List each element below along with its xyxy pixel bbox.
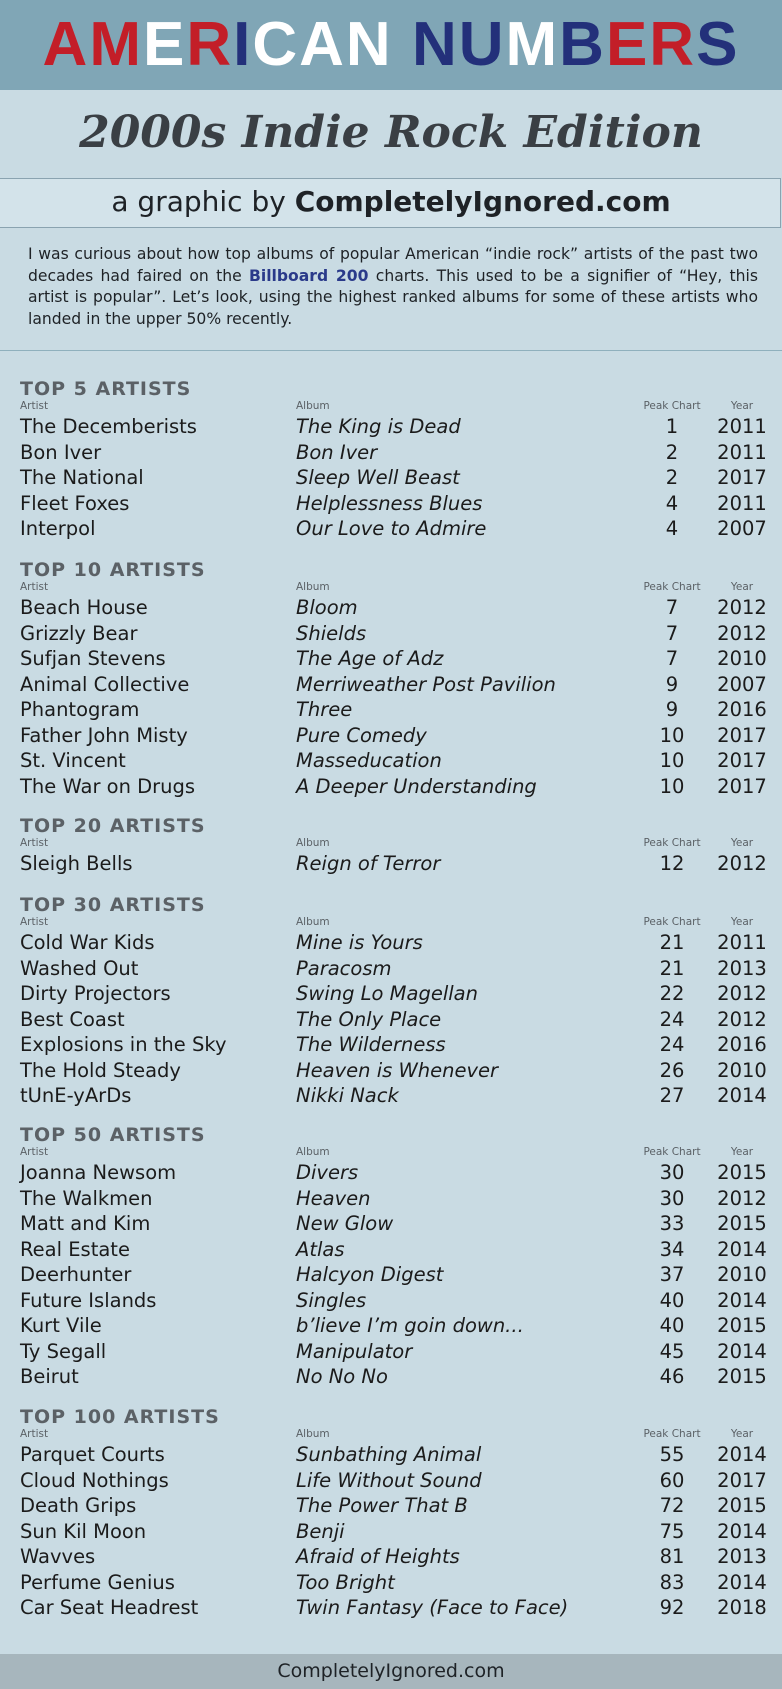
album-title: Heaven — [296, 1186, 371, 1210]
table-row — [20, 621, 770, 647]
table-row — [20, 851, 770, 877]
artist-name: Bon Iver — [20, 440, 102, 464]
title-letter — [393, 10, 412, 79]
artist-name: Explosions in the Sky — [20, 1033, 227, 1056]
column-header-album: Album — [296, 1428, 330, 1440]
artist-name: Ty Segall — [20, 1339, 107, 1363]
table-row — [20, 1544, 770, 1570]
peak-chart: 7 — [665, 596, 679, 619]
release-year: 2014 — [717, 1570, 767, 1594]
table-row — [20, 1186, 770, 1212]
artist-name: Best Coast — [20, 1007, 125, 1031]
peak-chart: 12 — [659, 852, 685, 875]
table-row — [20, 595, 770, 621]
intro-after: charts. This used to be a signifier of “Hey, this artist is popular”. Let’s look, using the highest ranked albums for some of these artists who landed in the upper 50% recently. — [28, 266, 758, 328]
peak-chart: 27 — [659, 1084, 685, 1107]
artist-name: Animal Collective — [20, 672, 190, 696]
byline-site: CompletelyIgnored.com — [294, 185, 671, 218]
album-title: Helplessness Blues — [296, 491, 483, 515]
artist-name: Wavves — [20, 1545, 96, 1568]
artist-name: tUnE-yArDs — [20, 1084, 132, 1107]
peak-chart: 72 — [659, 1494, 685, 1517]
title-letter: M — [505, 10, 560, 79]
artist-name: Perfume Genius — [20, 1570, 175, 1594]
table-row — [20, 1058, 770, 1084]
artist-name: The Hold Steady — [20, 1058, 181, 1082]
album-title: Mine is Yours — [296, 931, 423, 954]
peak-chart: 10 — [659, 749, 685, 772]
chart-section — [20, 1124, 770, 1390]
release-year: 2012 — [717, 596, 767, 619]
release-year: 2017 — [717, 466, 767, 489]
album-title: The Age of Adz — [296, 647, 444, 670]
peak-chart: 24 — [659, 1033, 685, 1056]
release-year: 2007 — [717, 672, 767, 696]
artist-name: Cloud Nothings — [20, 1468, 169, 1492]
album-title: Merriweather Post Pavilion — [296, 672, 556, 696]
artist-name: Cold War Kids — [20, 931, 155, 954]
album-title: Sunbathing Animal — [296, 1443, 482, 1466]
peak-chart: 21 — [659, 931, 685, 954]
release-year: 2012 — [717, 1007, 767, 1031]
artist-name: Grizzly Bear — [20, 621, 138, 645]
artist-name: Joanna Newsom — [20, 1161, 177, 1184]
table-row — [20, 1262, 770, 1288]
album-title: Too Bright — [296, 1570, 395, 1594]
album-title: Pure Comedy — [296, 723, 427, 747]
peak-chart: 37 — [659, 1263, 685, 1286]
column-headers — [20, 837, 770, 851]
release-year: 2016 — [717, 698, 767, 721]
column-header-year: Year — [730, 581, 754, 593]
artist-name: Matt and Kim — [20, 1212, 151, 1235]
album-title: Our Love to Admire — [296, 517, 487, 540]
peak-chart: 7 — [665, 621, 679, 645]
artist-name: Interpol — [20, 517, 96, 540]
peak-chart: 30 — [659, 1161, 685, 1184]
peak-chart: 83 — [659, 1570, 685, 1594]
intro-paragraph — [28, 244, 758, 330]
peak-chart: 33 — [659, 1212, 685, 1235]
title-letter: R — [186, 10, 234, 79]
table-row — [20, 465, 770, 491]
peak-chart: 7 — [665, 647, 679, 670]
title-letter: B — [559, 10, 606, 79]
release-year: 2010 — [717, 1263, 767, 1286]
footer: CompletelyIgnored.com — [0, 1654, 782, 1689]
title-letter: N — [411, 10, 459, 79]
peak-chart: 22 — [659, 982, 685, 1005]
album-title: The Wilderness — [296, 1033, 446, 1056]
artist-name: Death Grips — [20, 1494, 137, 1517]
release-year: 2015 — [717, 1212, 767, 1235]
table-row — [20, 1237, 770, 1263]
album-title: Shields — [296, 621, 367, 645]
table-row — [20, 1083, 770, 1109]
table-row — [20, 697, 770, 723]
title-letter: A — [42, 10, 90, 79]
album-title: Masseducation — [296, 749, 442, 772]
table-row — [20, 748, 770, 774]
album-title: Bloom — [296, 596, 358, 619]
table-row — [20, 956, 770, 982]
peak-chart: 4 — [665, 517, 679, 540]
artist-name: The National — [20, 466, 144, 489]
title-letter: R — [649, 10, 697, 79]
artist-name: Dirty Projectors — [20, 982, 171, 1005]
artist-name: Car Seat Headrest — [20, 1596, 199, 1619]
column-header-artist: Artist — [20, 581, 49, 593]
table-row — [20, 1468, 770, 1494]
release-year: 2010 — [717, 1058, 767, 1082]
release-year: 2017 — [717, 774, 767, 798]
album-title: Sleep Well Beast — [296, 466, 460, 489]
table-row — [20, 1032, 770, 1058]
table-row — [20, 1519, 770, 1545]
artist-name: Future Islands — [20, 1288, 157, 1312]
release-year: 2011 — [717, 415, 767, 438]
column-header-year: Year — [730, 916, 754, 928]
chart-section — [20, 894, 770, 1109]
album-title: Swing Lo Magellan — [296, 982, 478, 1005]
artist-name: The War on Drugs — [20, 774, 196, 798]
album-title: Bon Iver — [296, 440, 378, 464]
column-header-album: Album — [296, 837, 330, 849]
divider — [0, 350, 782, 351]
peak-chart: 21 — [659, 956, 685, 980]
peak-chart: 1 — [665, 415, 679, 438]
table-row — [20, 774, 770, 800]
release-year: 2012 — [717, 621, 767, 645]
column-header-artist: Artist — [20, 837, 49, 849]
table-row — [20, 1313, 770, 1339]
section-title: TOP 20 ARTISTS — [20, 815, 206, 837]
table-row — [20, 981, 770, 1007]
peak-chart: 75 — [659, 1519, 685, 1543]
title-letter: N — [345, 10, 393, 79]
release-year: 2011 — [717, 931, 767, 954]
peak-chart: 40 — [659, 1288, 685, 1312]
release-year: 2017 — [717, 1468, 767, 1492]
artist-name: Sleigh Bells — [20, 852, 133, 875]
artist-name: Real Estate — [20, 1237, 130, 1261]
release-year: 2017 — [717, 723, 767, 747]
table-row — [20, 1007, 770, 1033]
release-year: 2012 — [717, 852, 767, 875]
artist-name: Beach House — [20, 596, 148, 619]
peak-chart: 24 — [659, 1007, 685, 1031]
artist-name: Kurt Vile — [20, 1314, 102, 1337]
album-title: Paracosm — [296, 956, 392, 980]
column-header-peak: Peak Chart — [643, 581, 701, 593]
title-letter: S — [696, 10, 740, 79]
release-year: 2011 — [717, 440, 767, 464]
column-header-year: Year — [730, 1146, 754, 1158]
title-letter: I — [233, 10, 253, 79]
peak-chart: 46 — [659, 1365, 685, 1388]
album-title: Afraid of Heights — [296, 1545, 460, 1568]
artist-name: Parquet Courts — [20, 1443, 165, 1466]
column-header-year: Year — [730, 837, 754, 849]
byline — [0, 178, 782, 226]
peak-chart: 30 — [659, 1186, 685, 1210]
peak-chart: 92 — [659, 1596, 685, 1619]
column-header-peak: Peak Chart — [643, 916, 701, 928]
album-title: Singles — [296, 1288, 367, 1312]
album-title: New Glow — [296, 1212, 394, 1235]
artist-name: Sun Kil Moon — [20, 1519, 147, 1543]
intro-before: I was curious about how top albums of popular American “indie rock” artists of the past two decades had faired on the — [28, 245, 758, 285]
column-header-peak: Peak Chart — [643, 1428, 701, 1440]
column-header-album: Album — [296, 400, 330, 412]
release-year: 2014 — [717, 1339, 767, 1363]
table-row — [20, 723, 770, 749]
column-header-peak: Peak Chart — [643, 837, 701, 849]
album-title: Twin Fantasy (Face to Face) — [296, 1596, 569, 1619]
release-year: 2015 — [717, 1365, 767, 1388]
peak-chart: 10 — [659, 723, 685, 747]
column-headers — [20, 581, 770, 595]
chart-section — [20, 378, 770, 542]
column-header-peak: Peak Chart — [643, 400, 701, 412]
album-title: Life Without Sound — [296, 1468, 482, 1492]
column-header-year: Year — [730, 1428, 754, 1440]
artist-name: Washed Out — [20, 956, 139, 980]
album-title: The Power That B — [296, 1494, 468, 1517]
peak-chart: 26 — [659, 1058, 685, 1082]
peak-chart: 10 — [659, 774, 685, 798]
column-header-artist: Artist — [20, 400, 49, 412]
peak-chart: 9 — [665, 698, 679, 721]
page-title — [0, 6, 782, 84]
section-title: TOP 50 ARTISTS — [20, 1124, 206, 1146]
chart-section — [20, 1406, 770, 1621]
album-title: Benji — [296, 1519, 345, 1543]
title-letter: E — [605, 10, 650, 79]
chart-section — [20, 815, 770, 877]
album-title: Heaven is Whenever — [296, 1058, 499, 1082]
artist-name: St. Vincent — [20, 749, 126, 772]
peak-chart: 45 — [659, 1339, 685, 1363]
artist-name: Fleet Foxes — [20, 491, 130, 515]
release-year: 2007 — [717, 517, 767, 540]
release-year: 2017 — [717, 749, 767, 772]
table-row — [20, 1211, 770, 1237]
table-row — [20, 1339, 770, 1365]
page-subtitle: 2000s Indie Rock Edition — [79, 107, 703, 158]
release-year: 2012 — [717, 982, 767, 1005]
column-header-artist: Artist — [20, 916, 49, 928]
peak-chart: 60 — [659, 1468, 685, 1492]
table-row — [20, 440, 770, 466]
billboard-highlight: Billboard 200 — [248, 266, 369, 285]
album-title: Manipulator — [296, 1339, 413, 1363]
release-year: 2012 — [717, 1186, 767, 1210]
album-title: The King is Dead — [296, 415, 461, 438]
album-title: A Deeper Understanding — [296, 774, 537, 798]
album-title: Divers — [296, 1161, 359, 1184]
table-row — [20, 1595, 770, 1621]
album-title: Three — [296, 698, 353, 721]
album-title: No No No — [296, 1365, 388, 1388]
column-header-peak: Peak Chart — [643, 1146, 701, 1158]
table-row — [20, 1364, 770, 1390]
release-year: 2016 — [717, 1033, 767, 1056]
title-letter: A — [299, 10, 346, 79]
column-headers — [20, 916, 770, 930]
column-header-album: Album — [296, 916, 330, 928]
peak-chart: 34 — [659, 1237, 685, 1261]
artist-name: Sufjan Stevens — [20, 647, 166, 670]
album-title: Halcyon Digest — [296, 1263, 444, 1286]
column-header-artist: Artist — [20, 1428, 49, 1440]
artist-name: Father John Misty — [20, 723, 188, 747]
release-year: 2014 — [717, 1519, 767, 1543]
table-row — [20, 1160, 770, 1186]
section-title: TOP 100 ARTISTS — [20, 1406, 220, 1428]
section-title: TOP 5 ARTISTS — [20, 378, 192, 400]
release-year: 2014 — [717, 1084, 767, 1107]
artist-name: Deerhunter — [20, 1263, 132, 1286]
table-row — [20, 1288, 770, 1314]
peak-chart: 55 — [659, 1443, 685, 1466]
peak-chart: 2 — [665, 466, 679, 489]
peak-chart: 81 — [659, 1545, 685, 1568]
section-title: TOP 10 ARTISTS — [20, 559, 206, 581]
table-row — [20, 1570, 770, 1596]
table-row — [20, 672, 770, 698]
release-year: 2013 — [717, 956, 767, 980]
album-title: Atlas — [296, 1237, 345, 1261]
album-title: Reign of Terror — [296, 852, 441, 875]
release-year: 2013 — [717, 1545, 767, 1568]
release-year: 2015 — [717, 1161, 767, 1184]
column-headers — [20, 400, 770, 414]
title-letter: E — [142, 10, 187, 79]
column-header-album: Album — [296, 581, 330, 593]
album-title: The Only Place — [296, 1007, 442, 1031]
byline-prefix: a graphic by — [111, 185, 295, 218]
artist-name: Beirut — [20, 1365, 79, 1388]
artist-name: The Walkmen — [20, 1186, 153, 1210]
release-year: 2011 — [717, 491, 767, 515]
table-row — [20, 1493, 770, 1519]
column-header-year: Year — [730, 400, 754, 412]
peak-chart: 40 — [659, 1314, 685, 1337]
column-header-album: Album — [296, 1146, 330, 1158]
column-header-artist: Artist — [20, 1146, 49, 1158]
table-row — [20, 1442, 770, 1468]
peak-chart: 9 — [665, 672, 679, 696]
peak-chart: 2 — [665, 440, 679, 464]
column-headers — [20, 1428, 770, 1442]
album-title: Nikki Nack — [296, 1084, 399, 1107]
title-letter: C — [252, 10, 300, 79]
table-row — [20, 491, 770, 517]
artist-name: The Decemberists — [20, 415, 197, 438]
table-row — [20, 930, 770, 956]
release-year: 2010 — [717, 647, 767, 670]
artist-name: Phantogram — [20, 698, 140, 721]
column-headers — [20, 1146, 770, 1160]
table-row — [20, 646, 770, 672]
release-year: 2014 — [717, 1237, 767, 1261]
table-row — [20, 516, 770, 542]
release-year: 2014 — [717, 1443, 767, 1466]
title-letter: M — [89, 10, 143, 79]
release-year: 2014 — [717, 1288, 767, 1312]
peak-chart: 4 — [665, 491, 679, 515]
release-year: 2015 — [717, 1314, 767, 1337]
title-letter: U — [458, 10, 506, 79]
release-year: 2015 — [717, 1494, 767, 1517]
release-year: 2018 — [717, 1596, 767, 1619]
chart-section — [20, 559, 770, 799]
table-row — [20, 414, 770, 440]
section-title: TOP 30 ARTISTS — [20, 894, 206, 916]
album-title: b’lieve I’m goin down... — [296, 1314, 524, 1337]
